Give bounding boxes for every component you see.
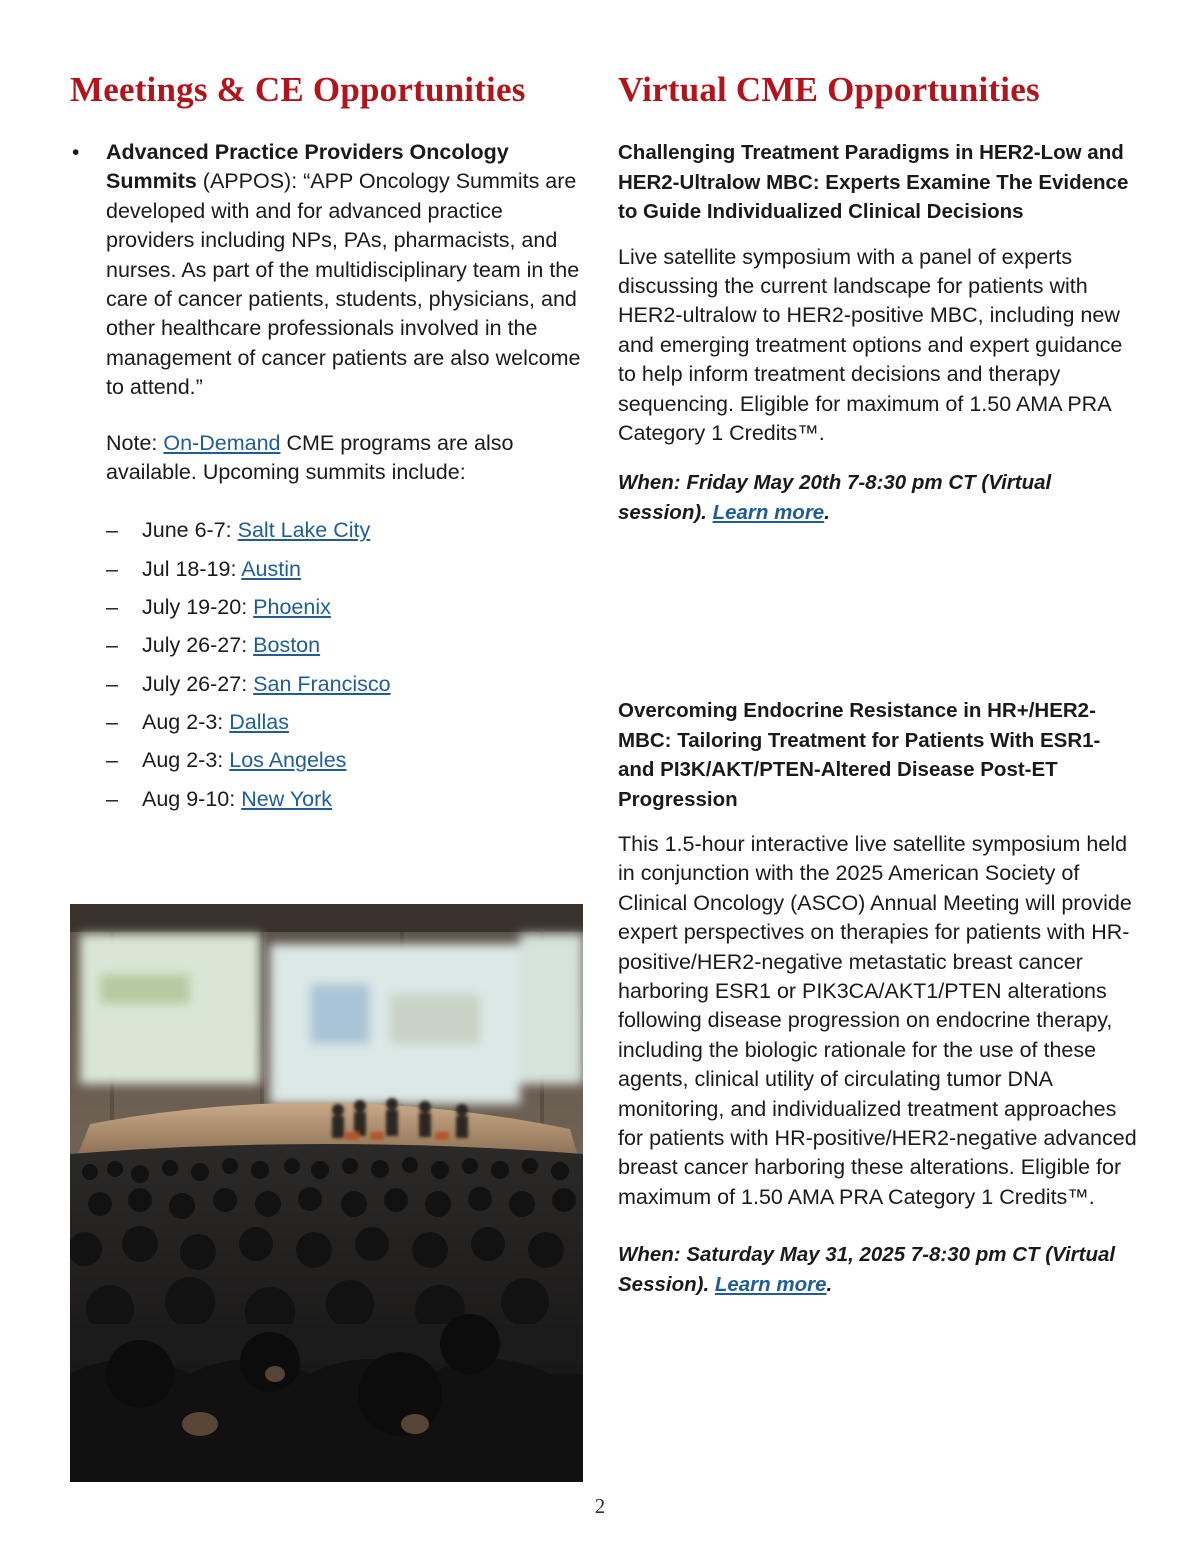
meetings-column (70, 66, 585, 818)
dash-icon: – (106, 748, 118, 773)
appos-bullet (70, 138, 585, 403)
note-prefix: Note: (106, 430, 164, 455)
article-body: Live satellite symposium with a panel of experts discussing the current landscape for patients with HER2-ultralow to HER2-positive MBC, including new and emerging treatment options and expert guidance to help inform treatment decisions and therapy sequencing. Eligible for maximum of 1.50 AMA PRA Category 1 Credits™. (618, 244, 1123, 445)
summit-date: June 6-7: (142, 518, 238, 543)
summit-link-salt-lake-city[interactable]: Salt Lake City (237, 518, 371, 543)
summit-link-san-francisco[interactable]: San Francisco (253, 671, 391, 696)
list-item (106, 703, 585, 741)
list-item (106, 780, 585, 818)
dash-icon: – (106, 633, 118, 658)
article-endocrine-resistance (618, 696, 1138, 1299)
learn-more-link[interactable]: Learn more (712, 500, 825, 524)
summit-date: Aug 2-3: (142, 748, 230, 773)
list-item (106, 511, 585, 549)
summit-link-phoenix[interactable]: Phoenix (253, 595, 331, 620)
article-title: Challenging Treatment Paradigms in HER2-Low and HER2-Ultralow MBC: Experts Examine The Evidence to Guide Individualized Clinical Decisions (618, 141, 1129, 223)
on-demand-link[interactable]: On-Demand (163, 430, 281, 455)
virtual-cme-heading: Virtual CME Opportunities (618, 70, 1040, 109)
article-body: This 1.5-hour interactive live satellite symposium held in conjunction with the 2025 American Society of Clinical Oncology (ASCO) Annual Meeting will provide expert perspectives on therapies for patients with HR-positive/HER2-negative metastatic breast cancer harboring ESR1 or PIK3CA/AKT1/PTEN alterations following disease progression on endocrine therapy, including the biologic rationale for the use of these agents, clinical utility of circulating tumor DNA monitoring, and individualized treatment approaches for patients with HR-positive/HER2-negative advanced breast cancer harboring these alterations. Eligible for maximum of 1.50 AMA PRA Category 1 Credits™. (618, 832, 1137, 1209)
learn-more-link[interactable]: Learn more (714, 1272, 827, 1296)
appos-description: (APPOS): “APP Oncology Summits are developed with and for advanced practice providers including NPs, PAs, pharmacists, and nurses. As part of the multidisciplinary team in the care of cancer patients, students, physicians, and other healthcare professionals involved in the management of cancer patients are also welcome to attend.” (106, 169, 581, 400)
list-item (106, 588, 585, 626)
when-end: . (824, 500, 830, 524)
list-item (106, 626, 585, 664)
when-text: When: Friday May 20th 7-8:30 pm CT (Virtual session). (618, 471, 1052, 524)
article-when (618, 1240, 1138, 1299)
conference-photo (70, 904, 583, 1482)
appos-name: Advanced Practice Providers Oncology Summits (106, 140, 509, 194)
summit-date: Jul 18-19: (142, 556, 242, 581)
summit-link-dallas[interactable]: Dallas (229, 709, 289, 734)
meetings-heading: Meetings & CE Opportunities (70, 70, 526, 109)
summit-link-austin[interactable]: Austin (241, 556, 301, 581)
article-her2-low (618, 138, 1138, 527)
virtual-cme-column (618, 66, 1138, 1296)
page-number: 2 (594, 1494, 606, 1518)
summit-link-boston[interactable]: Boston (253, 633, 321, 658)
summit-date: July 26-27: (142, 671, 254, 696)
list-item (106, 741, 585, 779)
list-item (106, 550, 585, 588)
summit-date: July 19-20: (142, 595, 254, 620)
summit-link-los-angeles[interactable]: Los Angeles (229, 748, 347, 773)
when-end: . (826, 1272, 833, 1296)
summit-date: Aug 9-10: (142, 786, 242, 811)
dash-icon: – (106, 595, 118, 620)
summit-link-new-york[interactable]: New York (241, 786, 333, 811)
article-title: Overcoming Endocrine Resistance in HR+/HER2- MBC: Tailoring Treatment for Patients With ESR1- and PI3K/AKT/PTEN-Altered Disease Post-ET Progression (618, 699, 1101, 811)
summit-date: Aug 2-3: (142, 709, 230, 734)
list-item (106, 665, 585, 703)
summit-date: July 26-27: (142, 633, 254, 658)
bullet-icon: • (72, 141, 80, 164)
summit-list (70, 511, 585, 817)
on-demand-note (70, 429, 585, 488)
dash-icon: – (106, 786, 118, 811)
dash-icon: – (106, 518, 118, 543)
article-when (618, 468, 1138, 527)
dash-icon: – (106, 556, 118, 581)
when-text: When: Saturday May 31, 2025 7-8:30 pm CT (Virtual Session). (618, 1243, 1116, 1296)
note-suffix: CME programs are also available. Upcoming summits include: (106, 430, 514, 485)
dash-icon: – (106, 709, 118, 734)
dash-icon: – (106, 671, 118, 696)
